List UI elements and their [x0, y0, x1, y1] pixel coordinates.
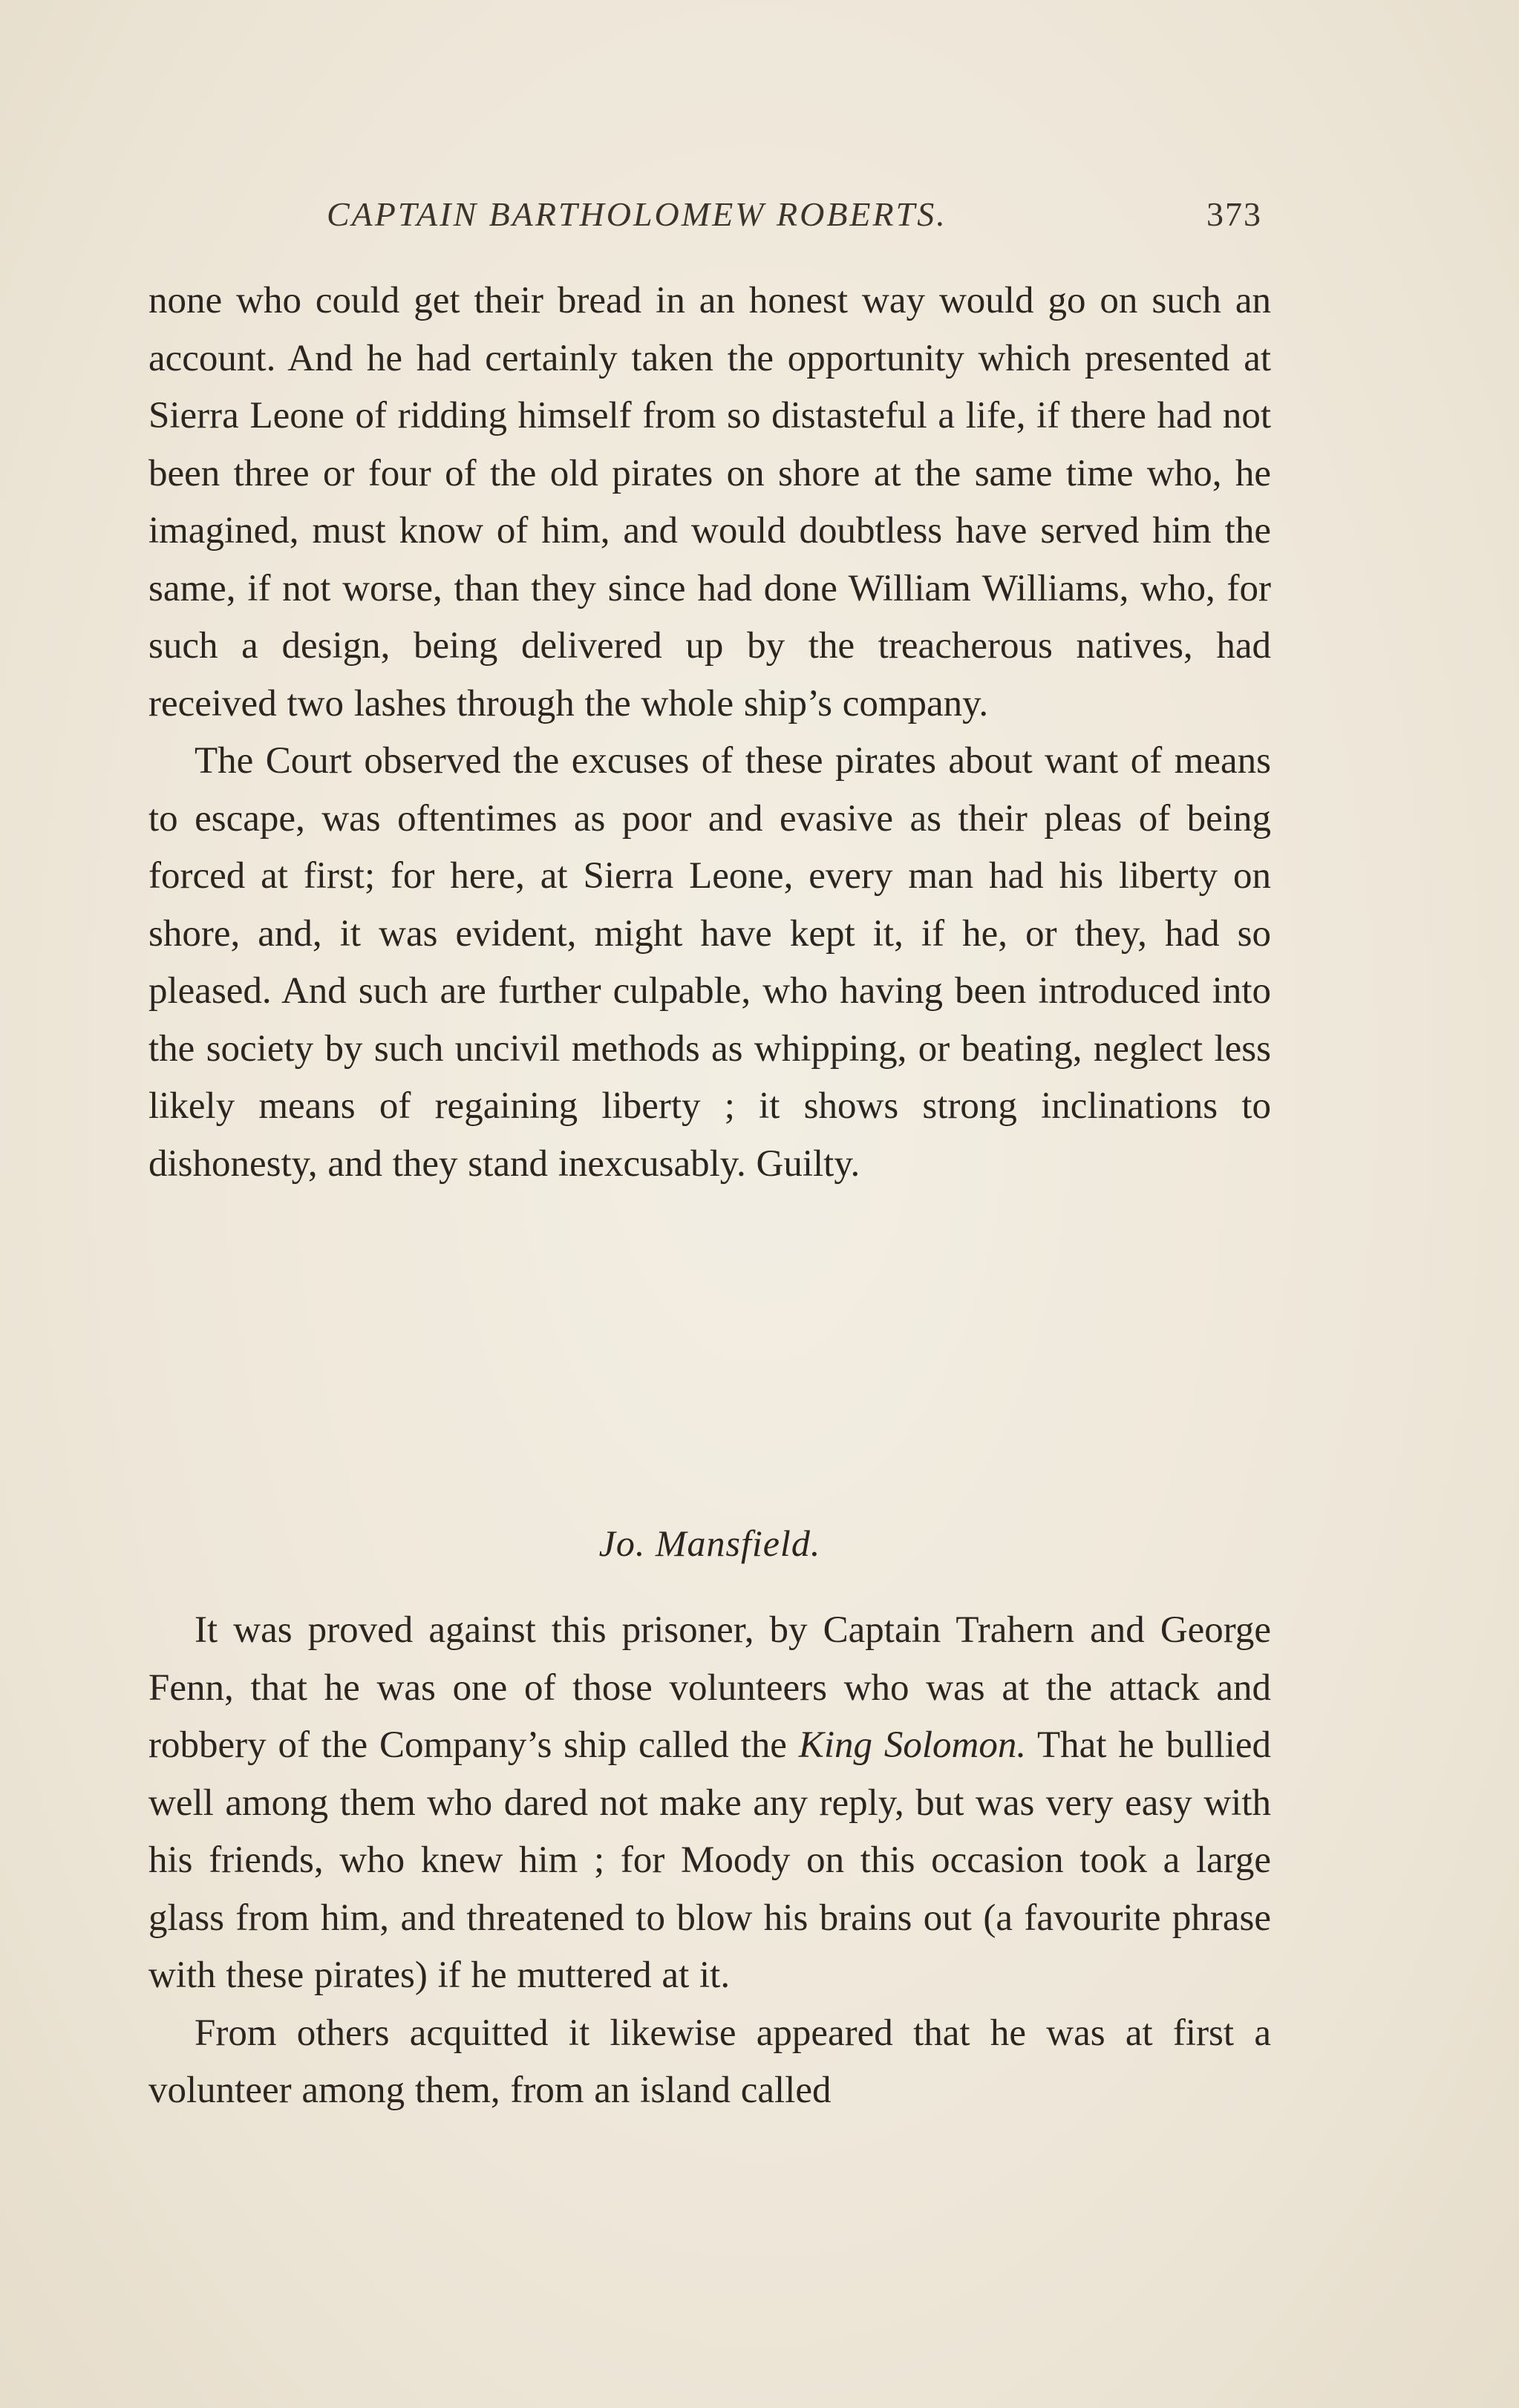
- paragraph: [148, 1602, 1271, 2005]
- text-block-1: [148, 272, 1271, 1193]
- text-block-2: [148, 1602, 1271, 2120]
- paragraph: From others acquitted it likewise appeared that he was at first a volunteer among them, from an island called: [148, 2012, 1271, 2111]
- page-number: 373: [1206, 195, 1262, 233]
- paragraph: none who could get their bread in an honest way would go on such an account. And he had certainly taken the opportunity which presented at Sierra Leone of ridding himself from so distasteful a life, if there had not been three or four of the old pirates on shore at the same time who, he imagined, must know of him, and would doubtless have served him the same, if not worse, than they since had done William Williams, who, for such a design, being delivered up by the treacherous natives, had received two lashes through the whole ship’s company.: [148, 280, 1271, 724]
- running-head: [148, 194, 1277, 246]
- ship-name: King Solomon.: [798, 1724, 1027, 1766]
- paragraph-text: It was proved against this prisoner, by Captain Trahern and George Fenn, that he was one of those volunteers who was at the attack and robbery of the Company’s ship called the: [148, 1609, 1271, 1766]
- section-heading: Jo. Mansfield.: [598, 1522, 821, 1564]
- paragraph-text: That he bullied well among them who dared not make any reply, but was very easy with his friends, who knew him ; for Moody on this occasion took a large glass from him, and threatened to blow his brains out (a favourite phrase with these pirates) if he muttered at it.: [148, 1724, 1271, 1996]
- running-title: CAPTAIN BARTHOLOMEW ROBERTS.: [327, 195, 947, 233]
- paragraph: The Court observed the excuses of these pirates about want of means to escape, was oftentimes as poor and evasive as their pleas of being forced at first; for here, at Sierra Leone, every man had his liberty on shore, and, it was evident, might have kept it, if he, or they, had so pleased. And such are further culpable, who having been introduced into the society by such uncivil methods as whipping, or beating, neglect less likely means of regaining liberty ; it shows strong inclinations to dishonesty, and they stand inexcusably. Guilty.: [148, 740, 1271, 1185]
